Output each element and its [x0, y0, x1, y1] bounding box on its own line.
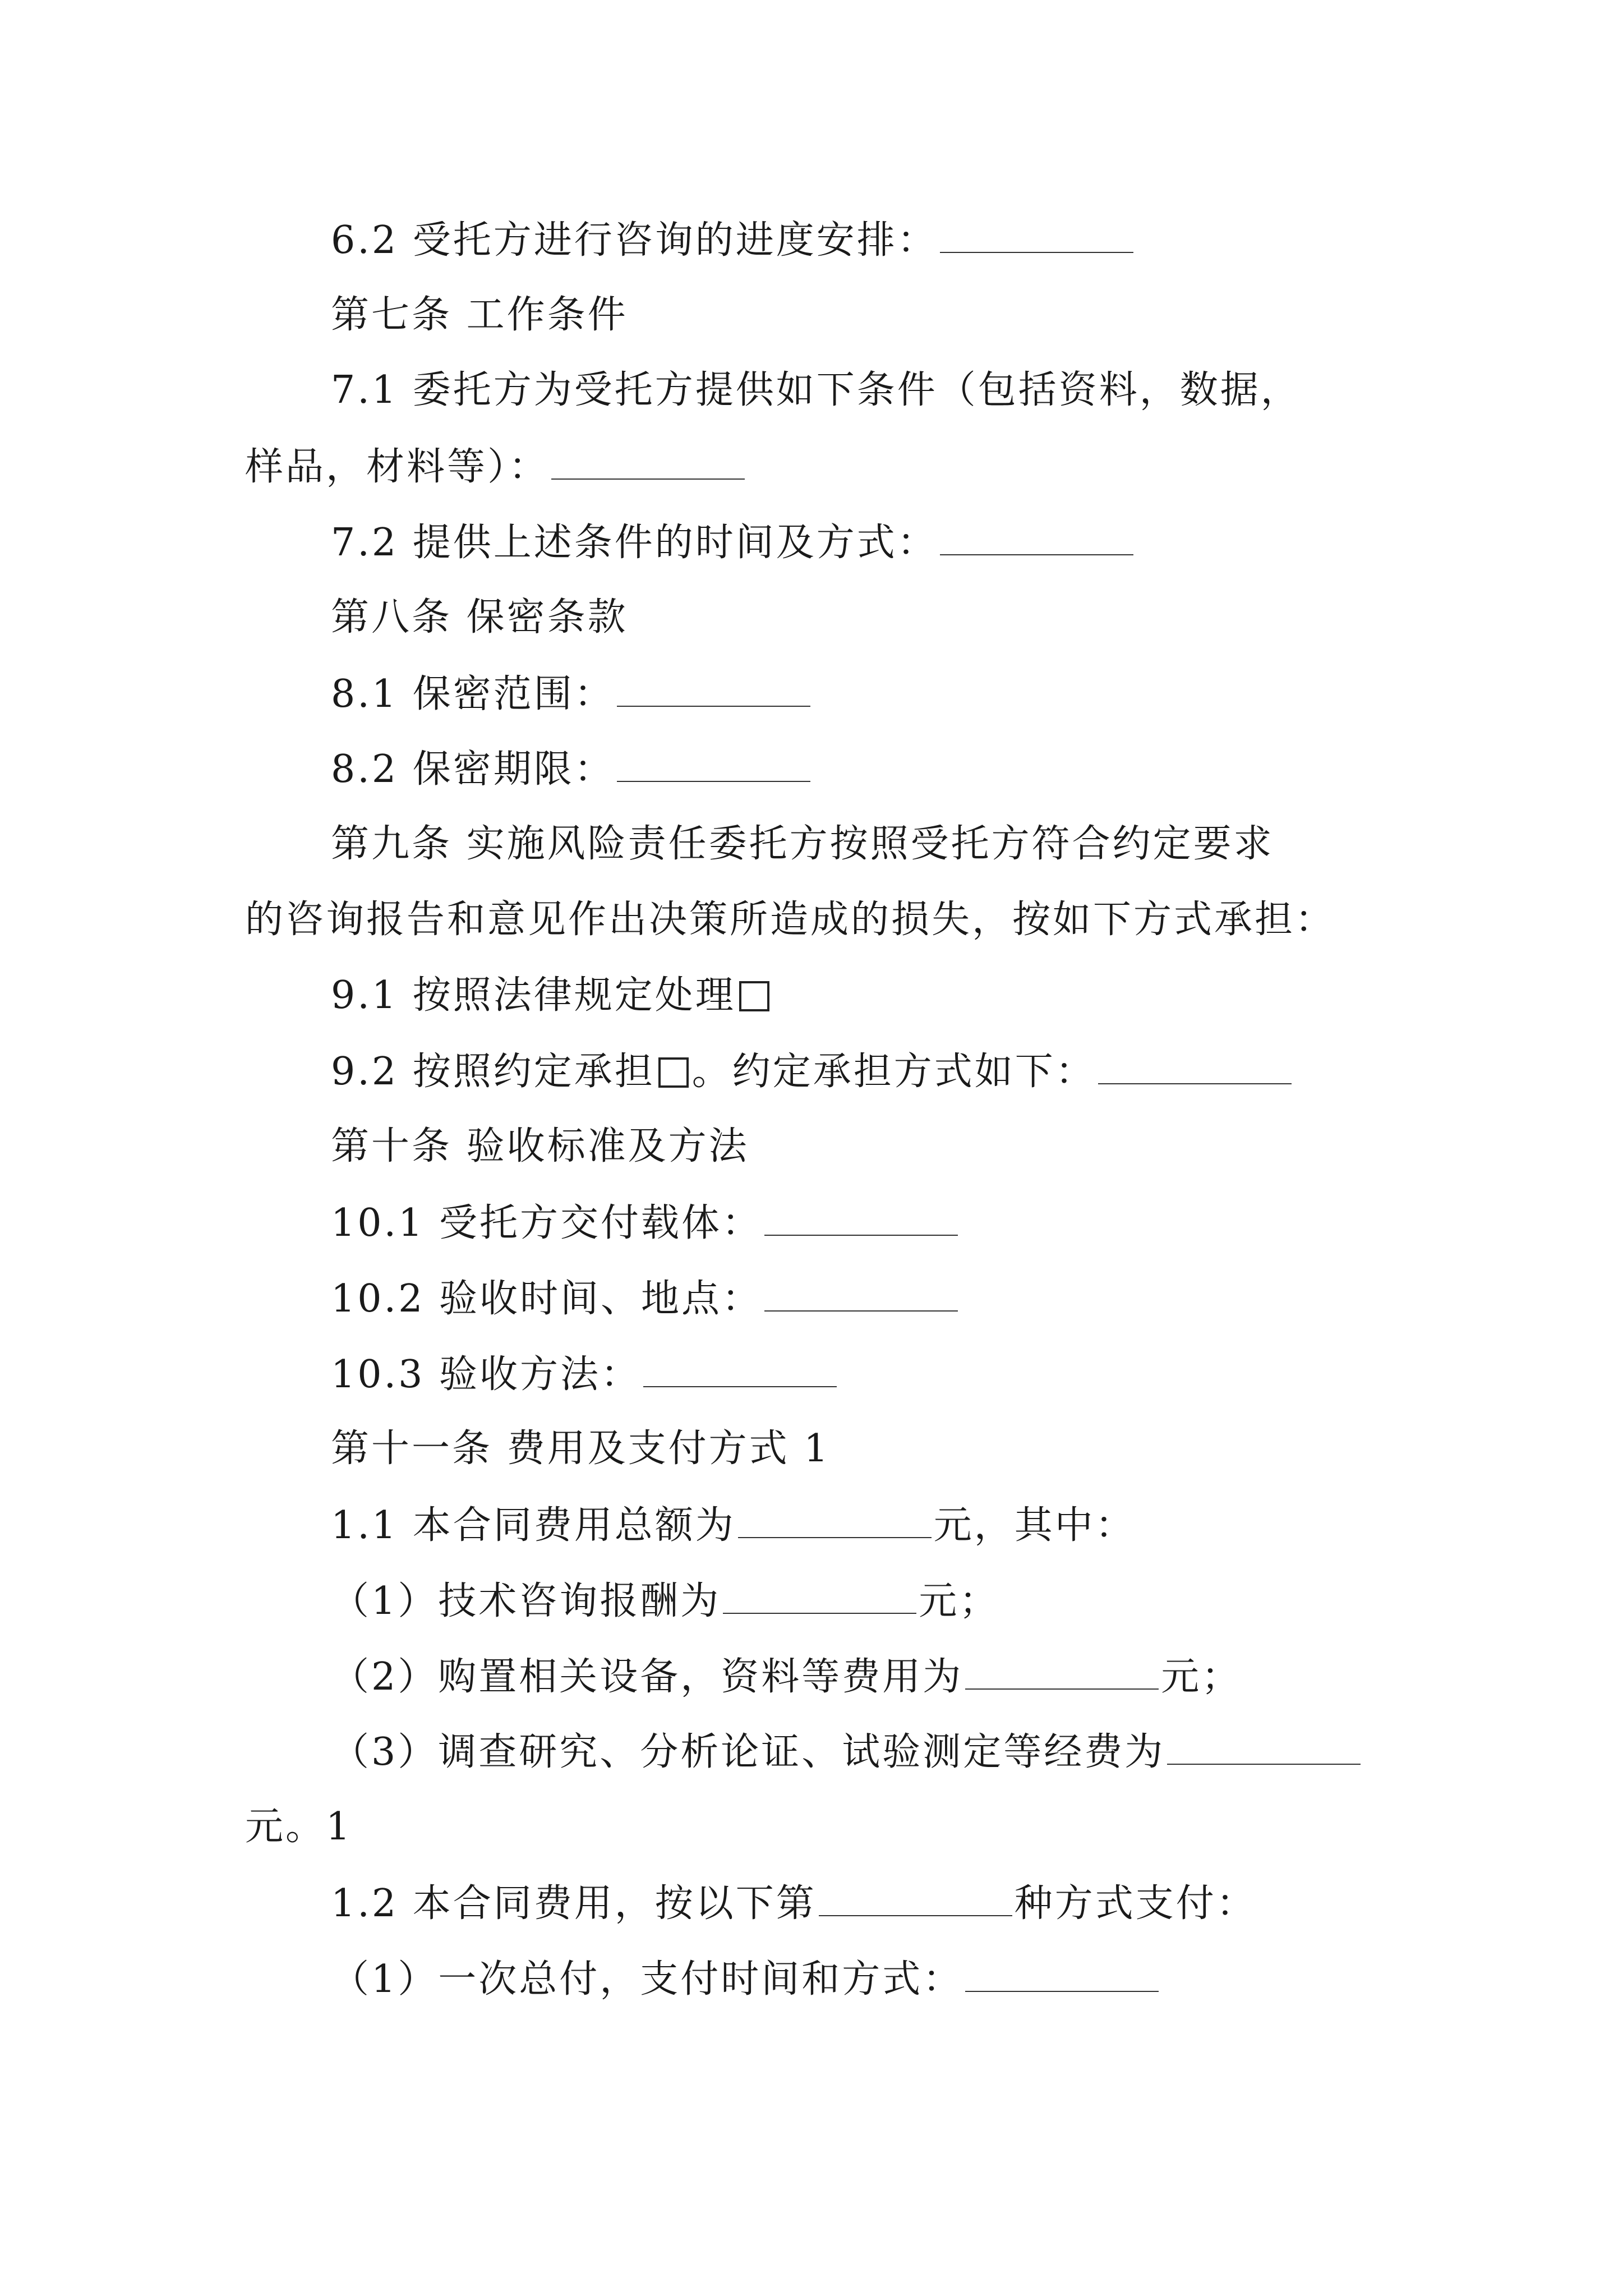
clause-text: 元； — [1161, 1655, 1242, 1699]
fee-item-2 — [331, 1655, 1242, 1699]
clause-10-1 — [331, 1203, 960, 1243]
fill-blank[interactable] — [1167, 1732, 1361, 1765]
checkbox[interactable] — [658, 1057, 689, 1088]
clause-text: 10.1 受托方交付载体： — [331, 1201, 763, 1245]
clause-10-2 — [331, 1277, 960, 1321]
fill-blank[interactable] — [738, 1506, 932, 1538]
clause-text: （3）调查研究、分析论证、试验测定等经费为 — [331, 1730, 1165, 1774]
fill-blank[interactable] — [617, 749, 810, 782]
clause-text: 8.2 保密期限： — [331, 747, 615, 792]
article-9-continued — [245, 898, 1336, 942]
clause-text: 8.1 保密范围： — [331, 672, 615, 716]
clause-text: 样品，材料等）： — [245, 445, 550, 489]
fill-blank[interactable] — [940, 220, 1133, 253]
fee-item-3 — [331, 1732, 1363, 1772]
clause-text: 7.1 委托方为受托方提供如下条件（包括资料，数据， — [331, 368, 1301, 412]
article-8-heading — [331, 595, 628, 639]
article-11-heading — [331, 1427, 831, 1471]
fill-blank[interactable] — [723, 1581, 916, 1614]
fill-blank[interactable] — [965, 1959, 1159, 1992]
article-heading: 第八条 保密条款 — [331, 595, 628, 639]
fill-blank[interactable] — [940, 523, 1133, 555]
clause-text: 种方式支付： — [1014, 1881, 1257, 1926]
clause-text: 7.2 提供上述条件的时间及方式： — [331, 521, 938, 565]
fill-blank[interactable] — [551, 447, 745, 480]
clause-text: （2）购置相关设备，资料等费用为 — [331, 1655, 963, 1699]
clause-text: 1.1 本合同费用总额为 — [331, 1503, 736, 1548]
clause-text: 。约定承担方式如下： — [691, 1050, 1096, 1094]
fill-blank[interactable] — [1098, 1052, 1292, 1084]
article-heading: 第十条 验收标准及方法 — [331, 1124, 749, 1168]
fill-blank[interactable] — [643, 1355, 837, 1387]
clause-text: 元； — [919, 1579, 1000, 1623]
article-heading: 第十一条 费用及支付方式 1 — [331, 1427, 831, 1471]
clause-text: （1）技术咨询报酬为 — [331, 1579, 721, 1623]
clause-text: 1.2 本合同费用，按以下第 — [331, 1881, 817, 1926]
fill-blank[interactable] — [764, 1279, 958, 1312]
article-9-heading — [331, 822, 1274, 866]
fee-item-1 — [331, 1581, 999, 1621]
clause-10-3 — [331, 1352, 839, 1397]
clause-text: 9.1 按照法律规定处理 — [331, 973, 736, 1018]
clause-text: （1）一次总付，支付时间和方式： — [331, 1957, 963, 2001]
clause-text: 9.2 按照约定承担 — [331, 1050, 655, 1094]
clause-text: 元。1 — [245, 1805, 353, 1849]
fill-blank[interactable] — [764, 1203, 958, 1236]
fill-blank[interactable] — [819, 1884, 1012, 1916]
clause-6-2 — [331, 218, 1136, 263]
article-heading: 第九条 实施风险责任委托方按照受托方符合约定要求 — [331, 822, 1274, 866]
checkbox[interactable] — [739, 981, 769, 1011]
fee-item-3-continued — [245, 1805, 353, 1849]
fill-blank[interactable] — [617, 674, 810, 707]
clause-text: 元，其中： — [933, 1503, 1136, 1548]
payment-option-1 — [331, 1959, 1161, 1999]
clause-text: 10.2 验收时间、地点： — [331, 1277, 763, 1321]
clause-9-1 — [331, 973, 773, 1018]
clause-7-1 — [331, 368, 1301, 412]
clause-text: 10.3 验收方法： — [331, 1352, 642, 1397]
clause-8-2 — [331, 747, 813, 792]
clause-7-1-continued — [245, 445, 747, 489]
clause-text: 的咨询报告和意见作出决策所造成的损失，按如下方式承担： — [245, 898, 1336, 942]
clause-text: 6.2 受托方进行咨询的进度安排： — [331, 218, 938, 263]
article-heading: 第七条 工作条件 — [331, 293, 628, 337]
article-7-heading — [331, 293, 628, 337]
article-10-heading — [331, 1124, 749, 1168]
clause-9-2 — [331, 1050, 1294, 1094]
fill-blank[interactable] — [965, 1657, 1159, 1690]
clause-8-1 — [331, 674, 813, 714]
clause-11-1 — [331, 1503, 1136, 1548]
clause-11-2 — [331, 1881, 1257, 1926]
clause-7-2 — [331, 521, 1136, 565]
